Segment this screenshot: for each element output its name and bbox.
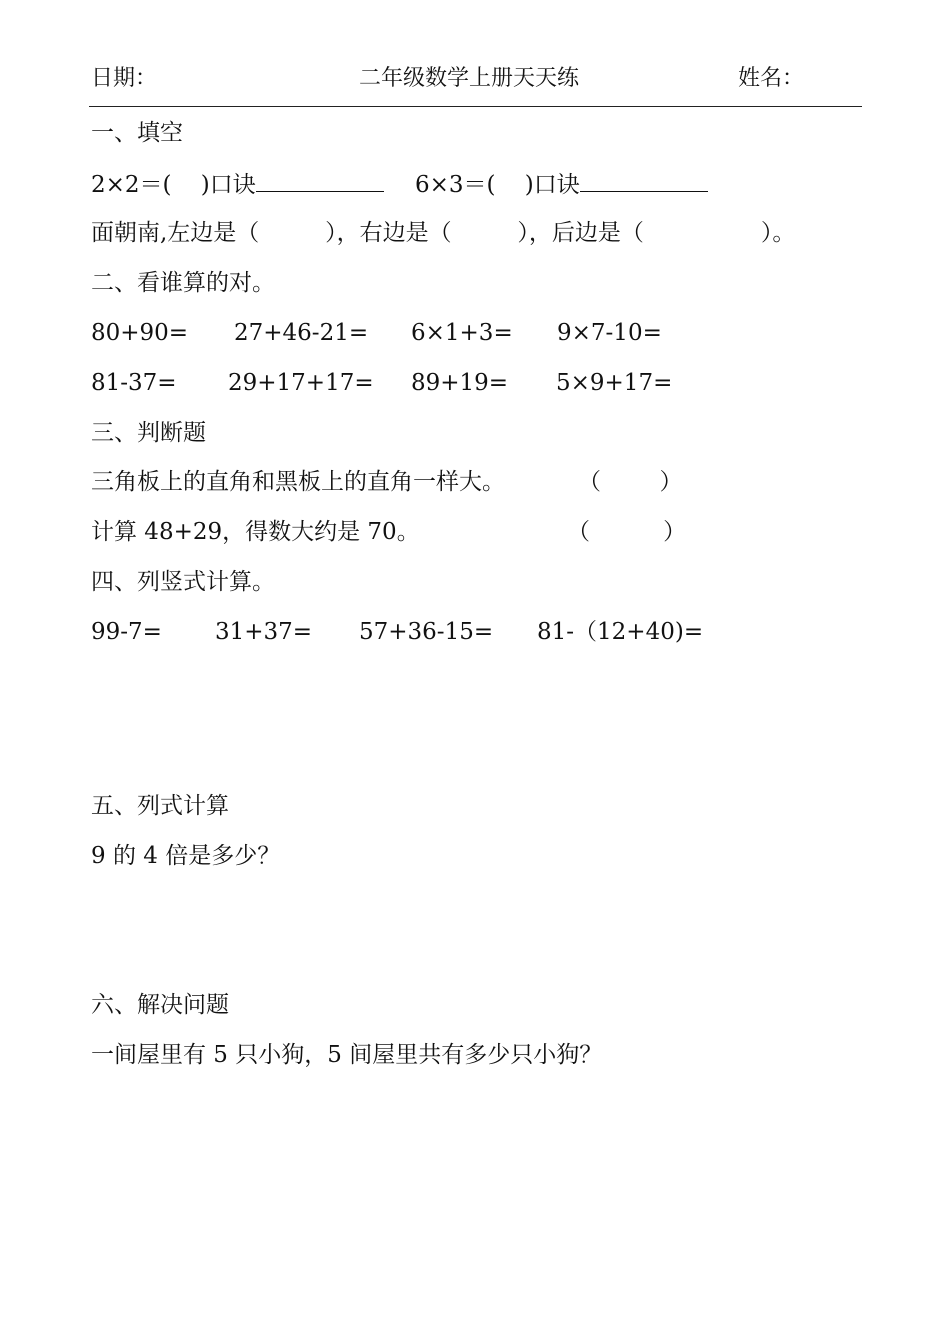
calc-item: 81-37= <box>91 370 177 396</box>
vertical-calc-item: 99-7= <box>91 619 162 645</box>
expression-question: 9 的 4 倍是多少？ <box>91 843 281 869</box>
section-heading-fill-blank: 一、填空 <box>91 120 183 146</box>
judge-question-2: 计算 48+29，得数大约是 70。 <box>91 519 420 545</box>
section-heading-calculation: 二、看谁算的对。 <box>91 270 275 296</box>
question-multiplication-rhyme-2 <box>415 169 708 200</box>
vertical-calc-item: 31+37= <box>215 619 313 645</box>
calc-item: 5×9+17= <box>556 370 673 396</box>
section-heading-vertical-calc: 四、列竖式计算。 <box>91 569 275 595</box>
calc-item: 27+46-21= <box>234 320 369 346</box>
section-heading-true-false: 三、判断题 <box>91 420 206 446</box>
worksheet-title: 二年级数学上册天天练 <box>359 66 580 91</box>
question-text: 6×3＝( )口诀 <box>415 172 580 198</box>
word-problem: 一间屋里有 5 只小狗，5 间屋里共有多少只小狗？ <box>91 1042 603 1068</box>
calc-item: 9×7-10= <box>557 320 662 346</box>
date-label: 日期： <box>91 66 158 91</box>
vertical-calc-item: 81-（12+40)= <box>537 619 704 645</box>
calc-item: 29+17+17= <box>228 370 374 396</box>
judge-answer-paren[interactable]: （ ） <box>567 519 687 545</box>
header-divider <box>89 106 862 107</box>
answer-blank[interactable] <box>580 169 708 192</box>
calc-item: 89+19= <box>411 370 509 396</box>
judge-answer-paren[interactable]: （ ） <box>578 469 683 495</box>
name-label: 姓名： <box>738 66 805 91</box>
question-text: 2×2＝( )口诀 <box>91 172 256 198</box>
vertical-calc-item: 57+36-15= <box>359 619 494 645</box>
judge-question-1: 三角板上的直角和黑板上的直角一样大。 <box>91 469 505 495</box>
section-heading-expression: 五、列式计算 <box>91 793 229 819</box>
section-heading-problem-solving: 六、解决问题 <box>91 992 229 1018</box>
calc-item: 6×1+3= <box>411 320 513 346</box>
answer-blank[interactable] <box>256 169 384 192</box>
question-directions: 面朝南,左边是（ ），右边是（ ），后边是（ ）。 <box>91 220 796 246</box>
calc-item: 80+90= <box>91 320 189 346</box>
question-multiplication-rhyme-1 <box>91 169 384 200</box>
